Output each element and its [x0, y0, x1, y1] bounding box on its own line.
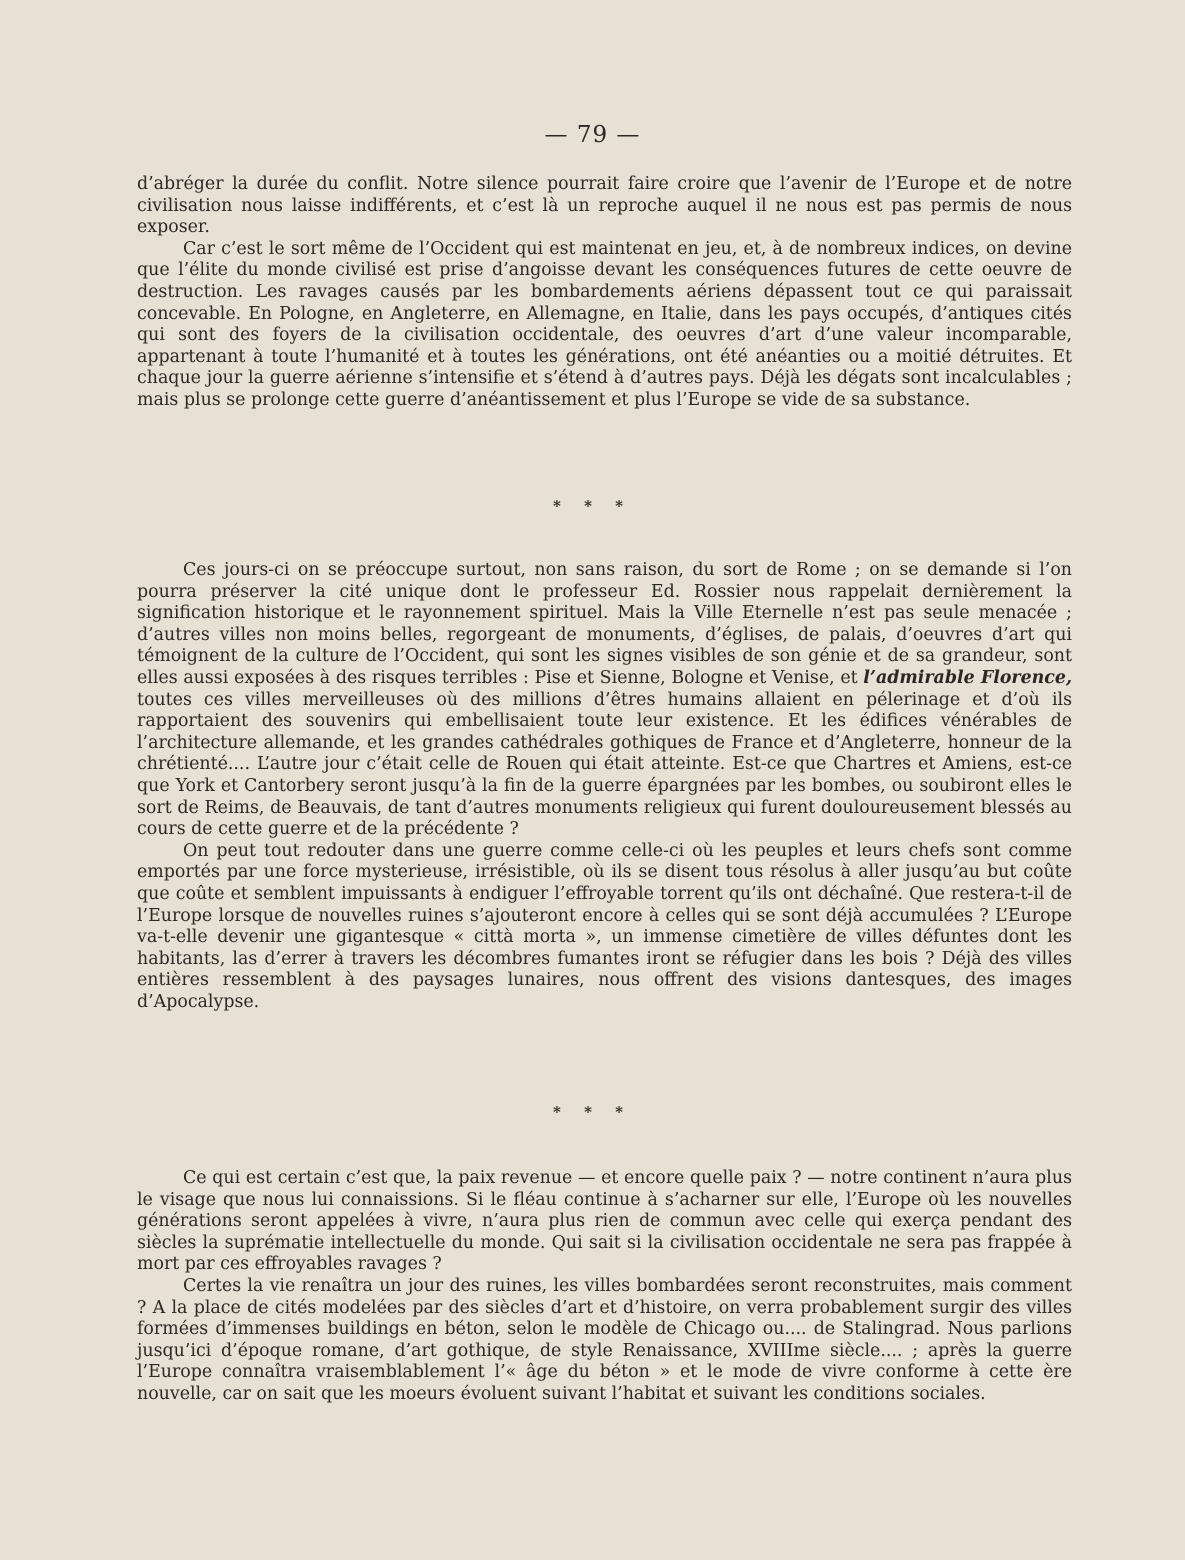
paragraph-text: toutes ces villes merveilleuses où des millions d’êtres humains allaient en pélerinage et d’où ils rapportaient des souvenirs qui embellisaient toute leur existence. Et les édifices vénérables de l’architecture allemande, et les grandes cathédrales gothiques de France et d’Angleterre, honneur de la chrétienté.... L’autre jour c’était celle de Rouen qui était atteinte. Est-ce que Chartres et Amiens, est-ce que York et Cantorbery seront jusqu’à la fin de la guerre épargnées par les bombes, ou soubiront elles le sort de Reims, de Beauvais, de tant d’autres monuments religieux qui furent douloureusement blessés au cours de cette guerre et de la précédente ?	[137, 689, 1072, 840]
italic-phrase: l’admirable Florence,	[863, 667, 1072, 688]
section-3	[137, 1168, 1072, 1406]
paragraph: Certes la vie renaîtra un jour des ruines, les villes bombardées seront reconstruites, mais comment ? A la place de cités modelées par des siècles d’art et d’histoire, on verra probablement surgir des villes formées d’immenses buildings en béton, selon le modèle de Chicago ou.... de Stalingrad. Nous parlions jusqu’ici d’époque romane, d’art gothique, de style Renaissance, XVIIIme siècle.... ; après la guerre l’Europe connaîtra vraisemblablement l’« âge du béton » et le mode de vivre conforme à cette ère nouvelle, car on sait que les moeurs évoluent suivant l’habitat et suivant les conditions sociales.	[137, 1275, 1072, 1404]
paragraph: d’abréger la durée du conflit. Notre silence pourrait faire croire que l’avenir de l’Europe et de notre civilisation nous laisse indifférents, et c’est là un reproche auquel il ne nous est pas permis de nous exposer.	[137, 174, 1072, 238]
paragraph-text: Ces jours-ci on se préoccupe surtout, non sans raison, du sort de Rome ; on se demande si l’on pourra préserver la cité unique dont le professeur Ed. Rossier nous rappelait dernièrement la signification historique et le rayonnement spirituel. Mais la Ville Eternelle n’est pas seule menacée ; d’autres villes non moins belles, regorgeant de monuments, d’églises, de palais, d’oeuvres d’art qui témoignent de la culture de l’Occident, qui sont les signes visibles de son génie et de sa grandeur, sont elles aussi exposées à des risques terribles : Pise et Sienne, Bologne et Venise, et	[137, 560, 1072, 688]
paragraph	[137, 560, 1072, 841]
section-2	[137, 560, 1072, 1013]
page-number: — 79 —	[544, 122, 641, 148]
paragraph: Ce qui est certain c’est que, la paix revenue — et encore quelle paix ? — notre continent n’aura plus le visage que nous lui connaissions. Si le fléau continue à s’acharner sur elle, l’Europe où les nouvelles générations seront appelées à vivre, n’aura plus rien de commun avec celle qui exerça pendant des siècles la suprématie intellectuelle du monde. Qui sait si la civilisation occidentale ne sera pas frappée à mort par ces effroyables ravages ?	[137, 1168, 1072, 1275]
paragraph: On peut tout redouter dans une guerre comme celle-ci où les peuples et leurs chefs sont comme emportés par une force mysterieuse, irrésistible, où ils se disent tous résolus à aller jusqu’au but coûte que coûte et semblent impuissants à endiguer l’effroyable torrent qu’ils ont déchaîné. Que restera-t-il de l’Europe lorsque de nouvelles ruines s’ajouteront encore à celles qui se sont déjà accumulées ? L’Europe va-t-elle devenir une gigantesque « città morta », un immense cimetière de villes défuntes dont les habitants, las d’errer à travers les décombres fumantes iront se réfugier dans les bois ? Déjà des villes entières ressemblent à des paysages lunaires, nous offrent des visions dantesques, des images d’Apocalypse.	[137, 840, 1072, 1012]
section-separator: * * *	[553, 497, 632, 515]
section-separator: * * *	[553, 1103, 632, 1121]
paragraph: Car c’est le sort même de l’Occident qui est maintenat en jeu, et, à de nombreux indices, on devine que l’élite du monde civilisé est prise d’angoisse devant les conséquences futures de cette oeuvre de destruction. Les ravages causés par les bombardements aériens dépassent tout ce qui paraissait concevable. En Pologne, en Angleterre, en Allemagne, en Italie, dans les pays occupés, d’antiques cités qui sont des foyers de la civilisation occidentale, des oeuvres d’art d’une valeur incomparable, appartenant à toute l’humanité et à toutes les générations, ont été anéanties ou a moitié détruites. Et chaque jour la guerre aérienne s’intensifie et s’étend à d’autres pays. Déjà les dégats sont incalculables ; mais plus se prolonge cette guerre d’anéantissement et plus l’Europe se vide de sa substance.	[137, 238, 1072, 410]
section-1	[137, 174, 1072, 412]
